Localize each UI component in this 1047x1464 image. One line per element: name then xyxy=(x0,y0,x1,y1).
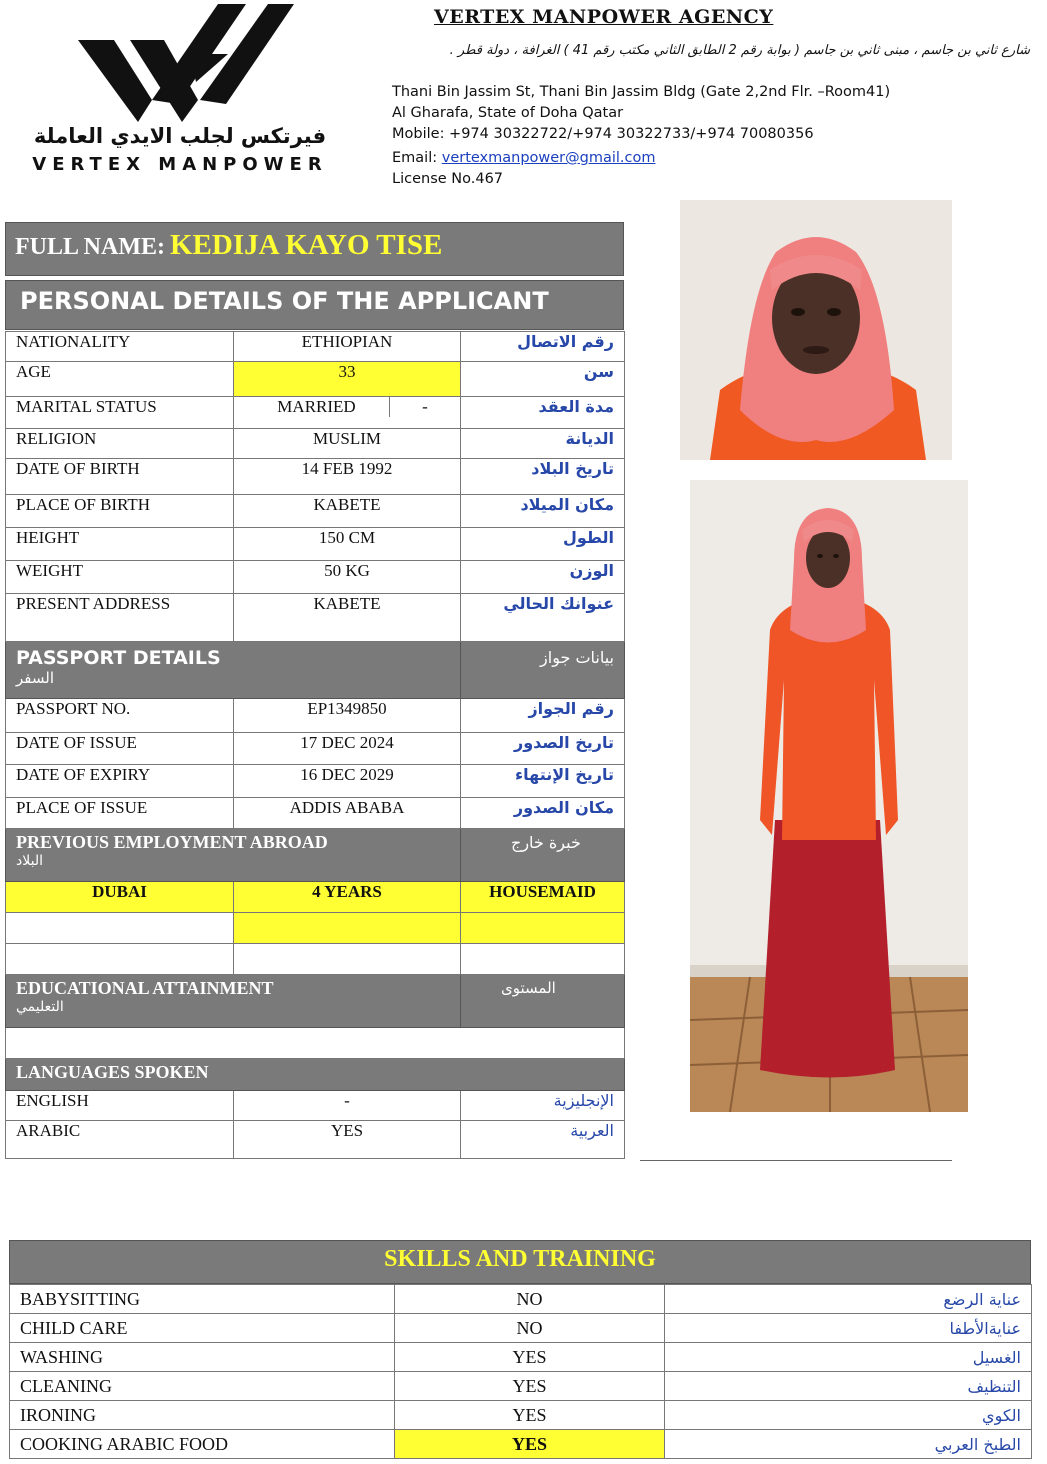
row-value: YES xyxy=(234,1121,461,1159)
empty-cell xyxy=(234,913,461,944)
employment-row-empty xyxy=(6,913,625,944)
row-value: 14 FEB 1992 xyxy=(234,459,461,495)
personal-details-title: PERSONAL DETAILS OF THE APPLICANT xyxy=(5,280,624,330)
logo-english-text: VERTEX MANPOWER xyxy=(32,154,328,175)
skill-arabic: الغسيل xyxy=(665,1343,1032,1372)
row-label: MARITAL STATUS xyxy=(6,397,234,429)
row-arabic: الوزن xyxy=(461,561,625,594)
marital-status-value: MARRIED xyxy=(277,397,356,416)
row-value: MUSLIM xyxy=(234,429,461,459)
table-row xyxy=(6,699,625,733)
employment-title-arabic-2: البلاد xyxy=(16,853,43,869)
row-label: WEIGHT xyxy=(6,561,234,594)
table-row xyxy=(6,561,625,594)
row-value: 33 xyxy=(234,362,461,397)
skill-label: WASHING xyxy=(10,1343,395,1372)
table-row xyxy=(6,459,625,495)
row-arabic: مكان الميلاد xyxy=(461,495,625,528)
row-label: AGE xyxy=(6,362,234,397)
row-label: ENGLISH xyxy=(6,1091,234,1121)
row-arabic: العربية xyxy=(461,1121,625,1159)
row-label: PASSPORT NO. xyxy=(6,699,234,733)
full-name-value: KEDIJA KAYO TISE xyxy=(170,229,443,261)
row-value: 17 DEC 2024 xyxy=(234,733,461,765)
table-row xyxy=(6,1121,625,1159)
row-arabic: تاريخ الإنتهاء xyxy=(461,765,625,798)
employment-title: PREVIOUS EMPLOYMENT ABROAD xyxy=(16,832,328,852)
row-value: 16 DEC 2029 xyxy=(234,765,461,798)
vertex-logo-mark xyxy=(78,4,328,122)
address-line-2: Al Gharafa, State of Doha Qatar xyxy=(392,105,624,121)
row-value: ADDIS ABABA xyxy=(234,798,461,829)
row-arabic: مكان الصدور xyxy=(461,798,625,829)
agency-title: VERTEX MANPOWER AGENCY xyxy=(434,6,774,28)
table-row xyxy=(6,1091,625,1121)
row-label: PRESENT ADDRESS xyxy=(6,594,234,642)
skill-label: CLEANING xyxy=(10,1372,395,1401)
employment-row xyxy=(6,882,625,913)
employment-country: DUBAI xyxy=(6,882,234,913)
education-title: EDUCATIONAL ATTAINMENT xyxy=(16,978,274,998)
skills-table xyxy=(9,1284,1032,1459)
skill-value: YES xyxy=(395,1401,665,1430)
logo-arabic-text: فيرتكس لجلب الايدي العاملة xyxy=(33,124,327,148)
row-value: ETHIOPIAN xyxy=(234,332,461,362)
row-value: EP1349850 xyxy=(234,699,461,733)
skill-arabic: عناية الرضع xyxy=(665,1285,1032,1314)
table-row xyxy=(6,594,625,642)
row-value-split xyxy=(234,397,461,429)
skill-row xyxy=(10,1430,1032,1459)
skill-arabic: عنايةالأطفا xyxy=(665,1314,1032,1343)
table-row xyxy=(6,397,625,429)
empty-cell xyxy=(6,944,234,975)
skills-section xyxy=(9,1240,1031,1459)
table-row xyxy=(6,362,625,397)
row-value: KABETE xyxy=(234,495,461,528)
empty-cell xyxy=(234,944,461,975)
passport-section-header xyxy=(6,642,625,699)
education-section-header xyxy=(6,975,625,1028)
skill-label: CHILD CARE xyxy=(10,1314,395,1343)
address-line-1: Thani Bin Jassim St, Thani Bin Jassim Bldg (Gate 2,2nd Flr. –Room41) xyxy=(392,84,891,100)
row-label: NATIONALITY xyxy=(6,332,234,362)
skill-arabic: التنظيف xyxy=(665,1372,1032,1401)
skill-value: NO xyxy=(395,1314,665,1343)
employment-duration: 4 YEARS xyxy=(234,882,461,913)
skill-label: IRONING xyxy=(10,1401,395,1430)
skill-label: COOKING ARABIC FOOD xyxy=(10,1430,395,1459)
employment-position: HOUSEMAID xyxy=(461,882,625,913)
education-value xyxy=(6,1028,625,1059)
row-arabic: سن xyxy=(461,362,625,397)
table-row xyxy=(6,332,625,362)
contract-duration-value: - xyxy=(389,397,460,417)
skills-title: SKILLS AND TRAINING xyxy=(9,1240,1031,1284)
skill-arabic: الكوي xyxy=(665,1401,1032,1430)
skill-row xyxy=(10,1343,1032,1372)
table-row xyxy=(6,798,625,829)
skill-arabic: الطبخ العربي xyxy=(665,1430,1032,1459)
signature-line xyxy=(640,1160,952,1161)
empty-cell xyxy=(6,913,234,944)
email-line xyxy=(392,150,656,166)
full-name-label: FULL NAME: xyxy=(15,234,165,260)
email-link[interactable]: vertexmanpower@gmail.com xyxy=(441,150,656,166)
row-value: 150 CM xyxy=(234,528,461,561)
address-arabic: شارع ثاني بن جاسم ، مبنى ثاني بن جاسم ( بوابة رقم 2 الطابق الثاني مكتب رقم 41 ) الغرافة ، دولة قطر . xyxy=(449,43,1030,58)
empty-cell xyxy=(461,944,625,975)
row-label: ARABIC xyxy=(6,1121,234,1159)
passport-title: PASSPORT DETAILS xyxy=(16,647,221,669)
row-arabic: رقم الاتصال xyxy=(461,332,625,362)
row-label: DATE OF EXPIRY xyxy=(6,765,234,798)
education-title-arabic: المستوى xyxy=(461,975,625,1028)
row-label: HEIGHT xyxy=(6,528,234,561)
applicant-details-table xyxy=(5,331,625,1159)
mobile-line: Mobile: +974 30322722/+974 30322733/+974 70080356 xyxy=(392,126,814,142)
skill-row xyxy=(10,1285,1032,1314)
education-title-arabic-2: التعليمي xyxy=(16,999,64,1015)
row-arabic: الإنجليزية xyxy=(461,1091,625,1121)
row-label: RELIGION xyxy=(6,429,234,459)
skill-value: YES xyxy=(395,1430,665,1459)
passport-title-arabic: بيانات جواز xyxy=(461,642,625,699)
row-label: PLACE OF BIRTH xyxy=(6,495,234,528)
skill-row xyxy=(10,1314,1032,1343)
license-line: License No.467 xyxy=(392,171,504,187)
row-label: DATE OF ISSUE xyxy=(6,733,234,765)
row-arabic: الديانة xyxy=(461,429,625,459)
row-value: KABETE xyxy=(234,594,461,642)
employment-section-header xyxy=(6,829,625,882)
skill-row xyxy=(10,1372,1032,1401)
table-row xyxy=(6,429,625,459)
skill-value: YES xyxy=(395,1343,665,1372)
skill-row xyxy=(10,1401,1032,1430)
email-label: Email: xyxy=(392,150,438,166)
row-arabic: عنوانك الحالي xyxy=(461,594,625,642)
passport-title-arabic-2: السفر xyxy=(16,669,54,687)
row-value: - xyxy=(234,1091,461,1121)
row-label: DATE OF BIRTH xyxy=(6,459,234,495)
row-arabic: الطول xyxy=(461,528,625,561)
languages-title: LANGUAGES SPOKEN xyxy=(6,1059,625,1091)
skill-label: BABYSITTING xyxy=(10,1285,395,1314)
table-row xyxy=(6,528,625,561)
languages-section-header xyxy=(6,1059,625,1091)
applicant-full-body-photo xyxy=(690,480,968,1112)
skill-value: NO xyxy=(395,1285,665,1314)
table-row xyxy=(6,733,625,765)
table-row xyxy=(6,495,625,528)
skill-value: YES xyxy=(395,1372,665,1401)
full-name-bar xyxy=(5,222,624,276)
row-arabic: تاريخ الصدور xyxy=(461,733,625,765)
employment-title-arabic: خبرة خارج xyxy=(461,829,625,882)
applicant-portrait-photo xyxy=(680,200,952,460)
table-row xyxy=(6,765,625,798)
row-arabic: تاريخ البلاد xyxy=(461,459,625,495)
employment-row-empty xyxy=(6,944,625,975)
row-arabic: رقم الجواز xyxy=(461,699,625,733)
row-arabic: مدة العقد xyxy=(461,397,625,429)
row-value: 50 KG xyxy=(234,561,461,594)
education-value-row xyxy=(6,1028,625,1059)
row-label: PLACE OF ISSUE xyxy=(6,798,234,829)
empty-cell xyxy=(461,913,625,944)
